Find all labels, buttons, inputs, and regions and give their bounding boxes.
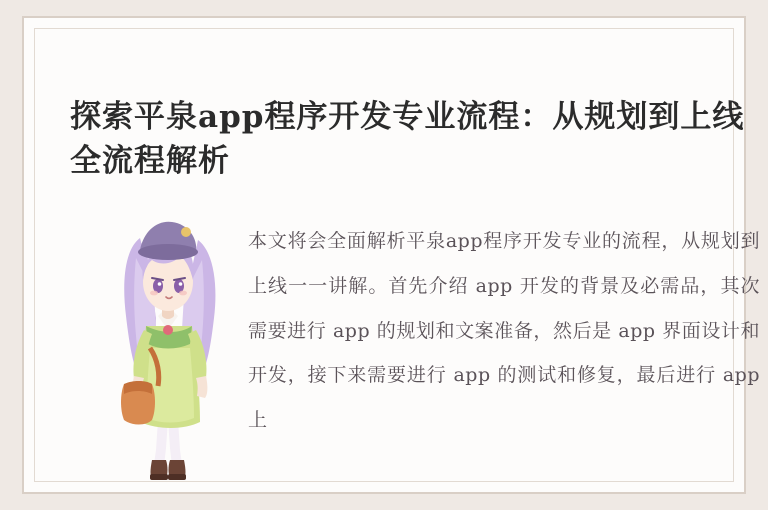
anime-girl-illustration bbox=[102, 198, 242, 486]
article-card bbox=[22, 16, 760, 494]
page-title: 探索平泉app程序开发专业流程：从规划到上线全流程解析 bbox=[70, 98, 745, 179]
article-body: 本文将会全面解析平泉app程序开发专业的流程，从规划到上线一一讲解。首先介绍 app 开发的背景及必需品，其次需要进行 app 的规划和文案准备，然后是 app 界面设计和开发，接下来需要进行 app 的测试和修复，最后进行 app 上 bbox=[248, 230, 760, 432]
